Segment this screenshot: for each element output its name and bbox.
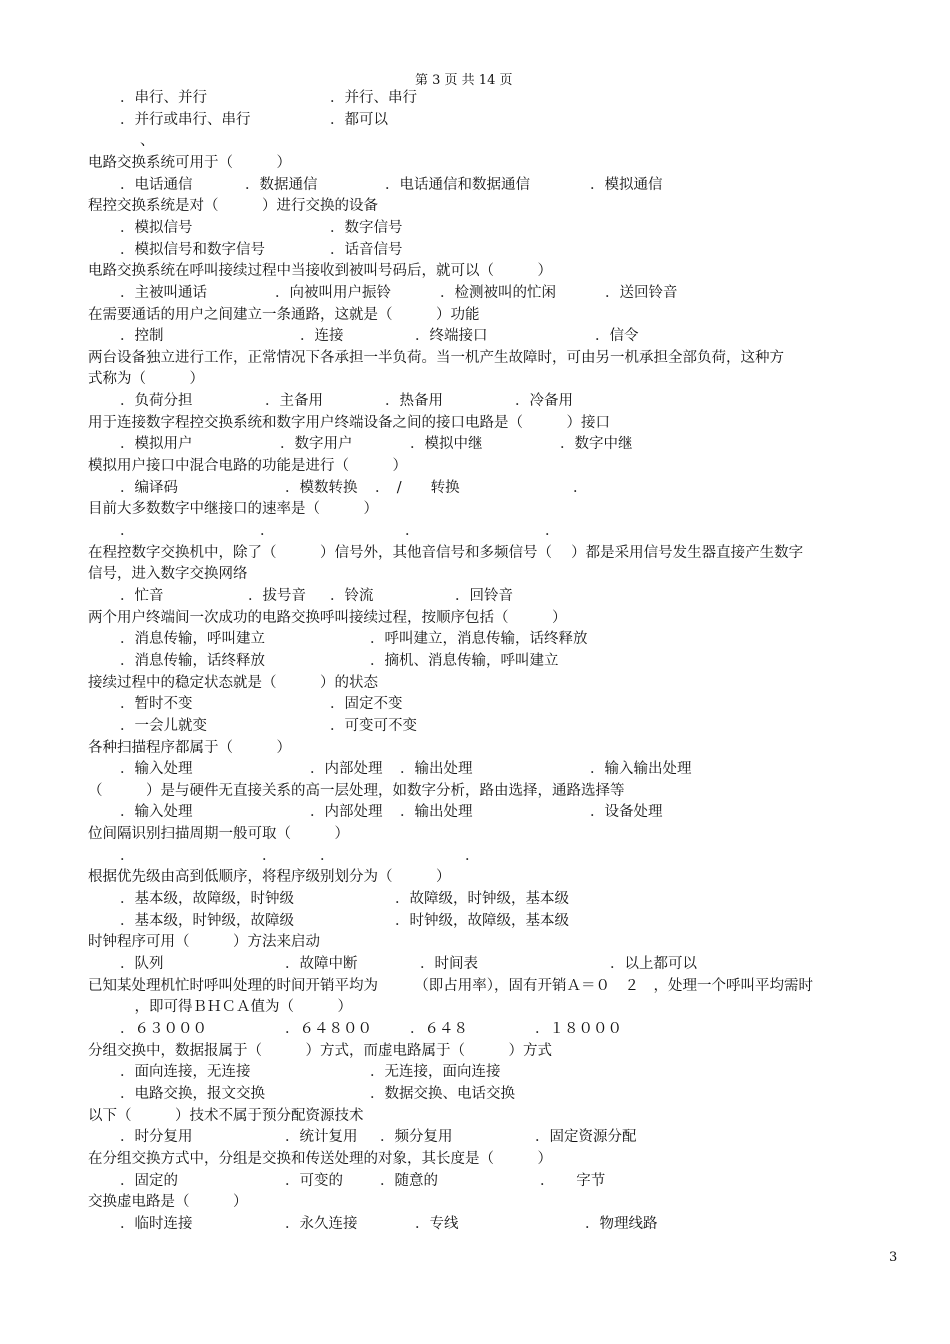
text-line-option: ．数字信号: [330, 220, 403, 236]
text-line: 信号，进入数字交换网络: [88, 566, 248, 582]
text-line: ．负荷分担: [120, 393, 193, 409]
text-line: ．模拟信号和数字信号: [120, 242, 265, 258]
text-line: ．输入处理: [120, 804, 193, 820]
text-line: ．模拟信号: [120, 220, 193, 236]
text-line-option: ．回铃音: [455, 588, 513, 604]
text-line-option: ．冷备用: [515, 393, 573, 409]
text-line-option: ．故障级，时钟级，基本级: [395, 891, 569, 907]
text-line-option: ．信令: [595, 328, 639, 344]
text-line: ．消息传输，呼叫建立: [120, 631, 265, 647]
text-line: 在程控数字交换机中，除了（ ）信号外，其他音信号和多频信号（ ）都是采用信号发生器直接产生数字: [88, 545, 804, 561]
page-header: 第 3 页 共 14 页: [415, 73, 513, 88]
text-line: 、: [140, 133, 155, 149]
text-line-option: ．呼叫建立，消息传输，话终释放: [370, 631, 588, 647]
text-line-option: ．数据通信: [245, 177, 318, 193]
text-line-option: ．并行、串行: [330, 90, 417, 106]
text-line: ．６３０００: [120, 1021, 207, 1037]
text-line: ．控制: [120, 328, 164, 344]
text-line-option: ．数字中继: [560, 436, 633, 452]
text-line: ．输入处理: [120, 761, 193, 777]
text-line: 以下（ ）技术不属于预分配资源技术: [88, 1108, 364, 1124]
text-line-option: ．: [545, 523, 560, 539]
text-line: 两台设备独立进行工作，正常情况下各承担一半负荷。当一机产生故障时，可由另一机承担全部负荷，这种方: [88, 350, 784, 366]
text-line-option: ．: [260, 523, 275, 539]
text-line-option: ．６４８: [410, 1021, 468, 1037]
text-line-option: ．检测被叫的忙闲: [440, 285, 556, 301]
text-line: ，即可得ＢＨＣＡ值为（ ）: [120, 999, 352, 1015]
text-line-option: ．模拟中继: [410, 436, 483, 452]
text-line: ．队列: [120, 956, 164, 972]
text-line-option: ．设备处理: [590, 804, 663, 820]
text-line-option: ．模拟通信: [590, 177, 663, 193]
text-line-option: ．永久连接: [285, 1216, 358, 1232]
page-number: 3: [889, 1250, 898, 1265]
text-line-option: ．送回铃音: [605, 285, 678, 301]
text-line-option: ．电话通信和数据通信: [385, 177, 530, 193]
text-line: 用于连接数字程控交换系统和数字用户终端设备之间的接口电路是（ ）接口: [88, 415, 610, 431]
text-line: ．电路交换，报文交换: [120, 1086, 265, 1102]
text-line: 时钟程序可用（ ）方法来启动: [88, 934, 320, 950]
text-line: 在分组交换方式中，分组是交换和传送处理的对象，其长度是（ ）: [88, 1151, 552, 1167]
text-line-option: ．固定不变: [330, 696, 403, 712]
text-line: ．电话通信: [120, 177, 193, 193]
text-line-option: ．统计复用: [285, 1129, 358, 1145]
text-line: 接续过程中的稳定状态就是（ ）的状态: [88, 675, 378, 691]
text-line-option: ．频分复用: [380, 1129, 453, 1145]
text-line: ．串行、并行: [120, 90, 207, 106]
text-line: ．临时连接: [120, 1216, 193, 1232]
text-line-option: ．时钟级，故障级，基本级: [395, 913, 569, 929]
text-line-option: ．向被叫用户振铃: [275, 285, 391, 301]
text-line-option: ．故障中断: [285, 956, 358, 972]
text-line-option: ．: [405, 523, 420, 539]
text-line-option: ．热备用: [385, 393, 443, 409]
text-line: 两个用户终端间一次成功的电路交换呼叫接续过程，按顺序包括（ ）: [88, 610, 567, 626]
text-line-option: ．输出处理: [400, 761, 473, 777]
text-line-option: ．固定资源分配: [535, 1129, 637, 1145]
text-line: ．模拟用户: [120, 436, 193, 452]
text-line: 根据优先级由高到低顺序，将程序级别划分为（ ）: [88, 869, 451, 885]
text-line-option: ．无连接，面向连接: [370, 1064, 501, 1080]
text-line-option: ．都可以: [330, 112, 388, 128]
text-line: ．基本级，时钟级，故障级: [120, 913, 294, 929]
text-line-option: ．以上都可以: [610, 956, 697, 972]
text-line-option: ．: [262, 848, 277, 864]
text-line: 目前大多数数字中继接口的速率是（ ）: [88, 501, 378, 517]
text-line: 在需要通话的用户之间建立一条通路，这就是（ ）功能: [88, 307, 480, 323]
text-line: ．暂时不变: [120, 696, 193, 712]
text-line-option: ．铃流: [330, 588, 374, 604]
text-line: ．: [120, 848, 135, 864]
text-line-option: ．主备用: [265, 393, 323, 409]
text-line: 位间隔识别扫描周期一般可取（ ）: [88, 826, 349, 842]
text-line-option: ．１８０００: [535, 1021, 622, 1037]
text-line-option: ．输出处理: [400, 804, 473, 820]
text-line: 已知某处理机忙时呼叫处理的时间开销平均为 （即占用率），固有开销Ａ＝０ ２ ，处理一个呼叫平均需时: [88, 978, 813, 994]
text-line: ．并行或串行、串行: [120, 112, 251, 128]
text-line-option: ．内部处理: [310, 761, 383, 777]
text-line-option: ． / 转换: [375, 480, 460, 496]
text-line: （ ）是与硬件无直接关系的高一层处理，如数字分析，路由选择，通路选择等: [88, 783, 625, 799]
text-line: ．消息传输，话终释放: [120, 653, 265, 669]
text-line-option: ．随意的: [380, 1173, 438, 1189]
text-line: 分组交换中，数据报属于（ ）方式，而虚电路属于（ ）方式: [88, 1043, 552, 1059]
text-line-option: ． 字节: [540, 1173, 606, 1189]
text-line: ．面向连接，无连接: [120, 1064, 251, 1080]
text-line: 交换虚电路是（ ）: [88, 1194, 248, 1210]
text-line-option: ．: [573, 480, 588, 496]
text-line: ．时分复用: [120, 1129, 193, 1145]
text-line-option: ．可变可不变: [330, 718, 417, 734]
text-line: 程控交换系统是对（ ）进行交换的设备: [88, 198, 378, 214]
text-line-option: ．数字用户: [280, 436, 353, 452]
text-line-option: ．: [320, 848, 335, 864]
text-line-option: ．６４８００: [285, 1021, 372, 1037]
text-line: 各种扫描程序都属于（ ）: [88, 740, 291, 756]
text-line-option: ．模数转换: [285, 480, 358, 496]
text-line-option: ．: [465, 848, 480, 864]
text-line: ．基本级，故障级，时钟级: [120, 891, 294, 907]
text-line-option: ．数据交换、电话交换: [370, 1086, 515, 1102]
text-line-option: ．输入输出处理: [590, 761, 692, 777]
text-line: ．: [120, 523, 135, 539]
text-line: ．忙音: [120, 588, 164, 604]
text-line-option: ．内部处理: [310, 804, 383, 820]
text-line: 模拟用户接口中混合电路的功能是进行（ ）: [88, 458, 407, 474]
text-line-option: ．专线: [415, 1216, 459, 1232]
text-line: ．一会儿就变: [120, 718, 207, 734]
text-line-option: ．连接: [300, 328, 344, 344]
text-line: ．主被叫通话: [120, 285, 207, 301]
text-line-option: ．可变的: [285, 1173, 343, 1189]
text-line-option: ．拔号音: [248, 588, 306, 604]
text-line: 电路交换系统在呼叫接续过程中当接收到被叫号码后，就可以（ ）: [88, 263, 552, 279]
text-line: 式称为（ ）: [88, 371, 204, 387]
text-line-option: ．物理线路: [585, 1216, 658, 1232]
text-line: ．固定的: [120, 1173, 178, 1189]
text-line-option: ．摘机、消息传输，呼叫建立: [370, 653, 559, 669]
text-line: ．编译码: [120, 480, 178, 496]
text-line-option: ．话音信号: [330, 242, 403, 258]
text-line-option: ．时间表: [420, 956, 478, 972]
text-line: 电路交换系统可用于（ ）: [88, 155, 291, 171]
text-line-option: ．终端接口: [415, 328, 488, 344]
